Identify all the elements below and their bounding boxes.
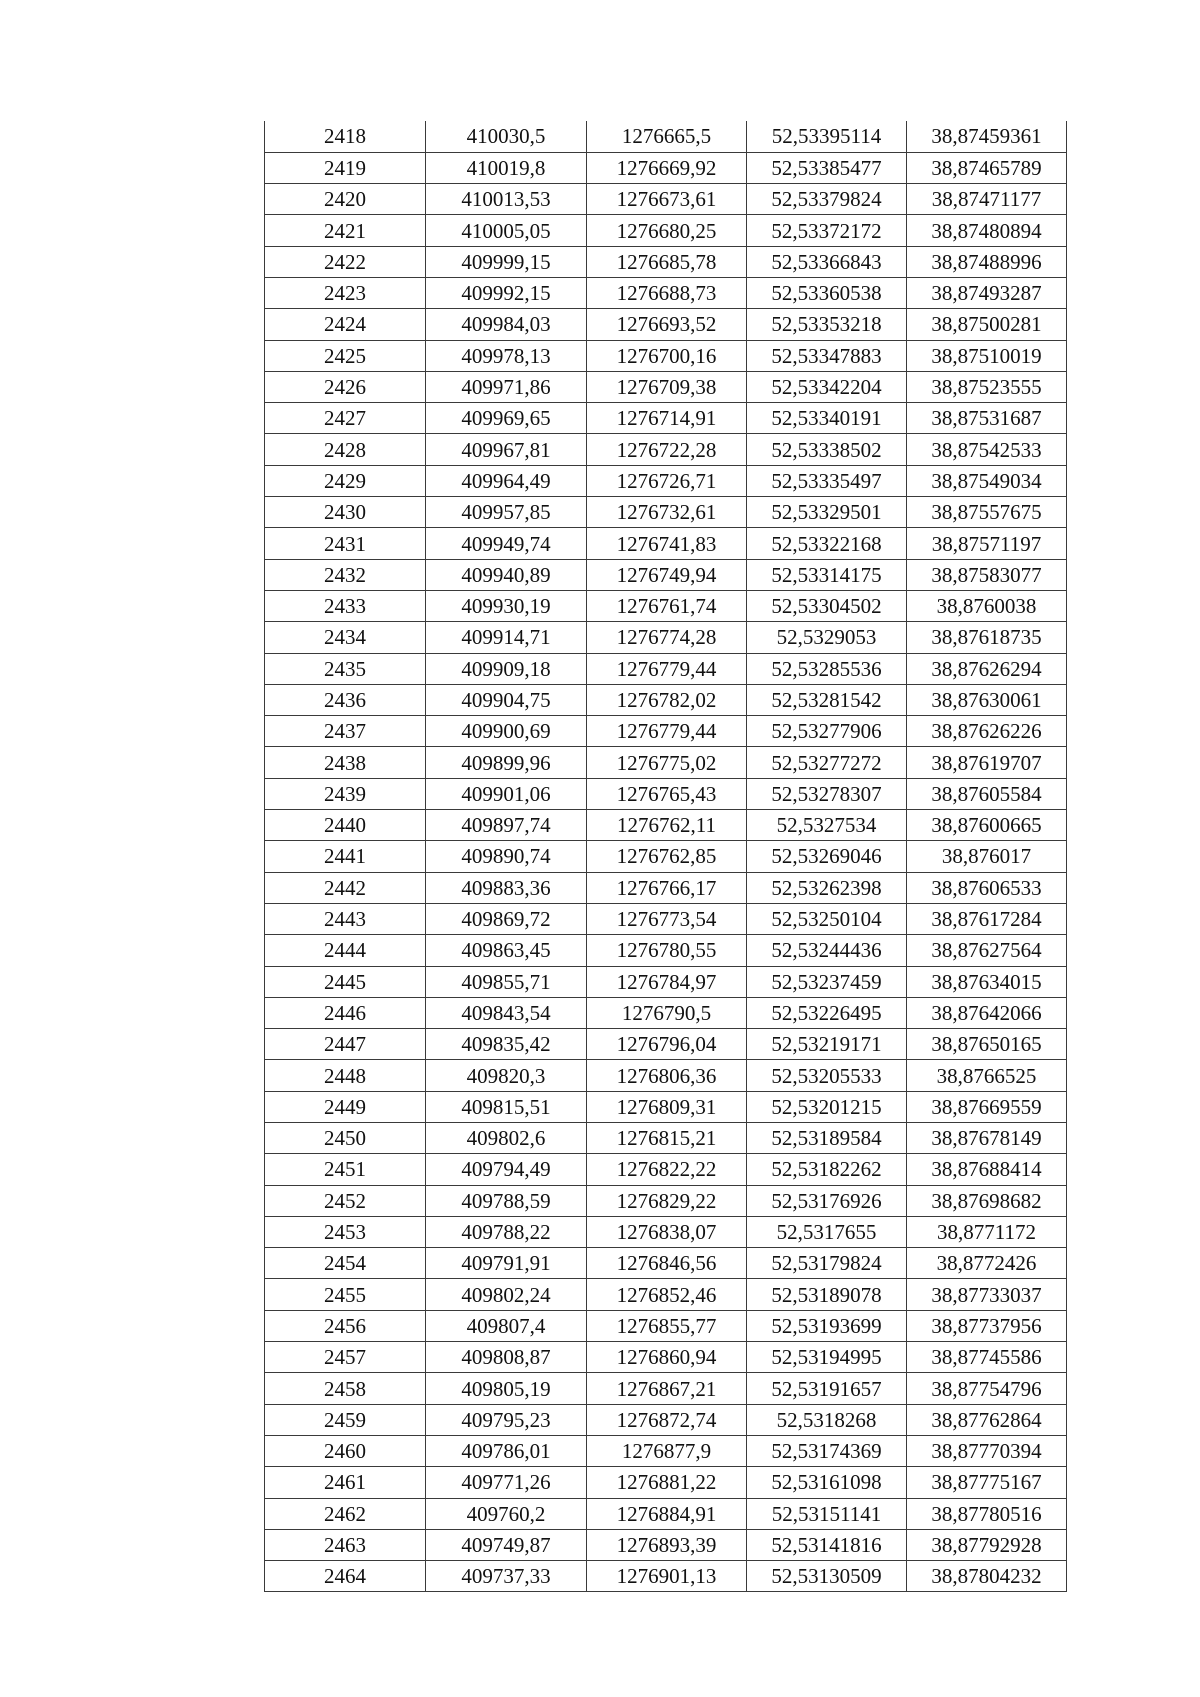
y-coordinate-cell: 1276665,5: [587, 121, 747, 152]
point-number-cell: 2424: [265, 309, 426, 340]
longitude-cell: 38,87754796: [907, 1373, 1067, 1404]
latitude-cell: 52,53201215: [747, 1091, 907, 1122]
point-number-cell: 2459: [265, 1404, 426, 1435]
point-number-cell: 2449: [265, 1091, 426, 1122]
x-coordinate-cell: 409930,19: [426, 590, 587, 621]
point-number-cell: 2453: [265, 1216, 426, 1247]
y-coordinate-cell: 1276881,22: [587, 1467, 747, 1498]
latitude-cell: 52,53176926: [747, 1185, 907, 1216]
table-row: [265, 1029, 1067, 1060]
x-coordinate-cell: 409802,24: [426, 1279, 587, 1310]
point-number-cell: 2445: [265, 966, 426, 997]
table-row: [265, 810, 1067, 841]
point-number-cell: 2425: [265, 340, 426, 371]
x-coordinate-cell: 409807,4: [426, 1310, 587, 1341]
latitude-cell: 52,5329053: [747, 622, 907, 653]
latitude-cell: 52,53304502: [747, 590, 907, 621]
table-row: [265, 747, 1067, 778]
x-coordinate-cell: 410019,8: [426, 152, 587, 183]
table-row: [265, 935, 1067, 966]
x-coordinate-cell: 409957,85: [426, 497, 587, 528]
x-coordinate-cell: 409815,51: [426, 1091, 587, 1122]
latitude-cell: 52,53366843: [747, 246, 907, 277]
longitude-cell: 38,87737956: [907, 1310, 1067, 1341]
x-coordinate-cell: 409909,18: [426, 653, 587, 684]
longitude-cell: 38,87780516: [907, 1498, 1067, 1529]
table-row: [265, 403, 1067, 434]
x-coordinate-cell: 409771,26: [426, 1467, 587, 1498]
point-number-cell: 2436: [265, 684, 426, 715]
table-row: [265, 1467, 1067, 1498]
longitude-cell: 38,87770394: [907, 1435, 1067, 1466]
latitude-cell: 52,53244436: [747, 935, 907, 966]
longitude-cell: 38,87626226: [907, 716, 1067, 747]
y-coordinate-cell: 1276732,61: [587, 497, 747, 528]
longitude-cell: 38,87627564: [907, 935, 1067, 966]
latitude-cell: 52,53277906: [747, 716, 907, 747]
y-coordinate-cell: 1276709,38: [587, 371, 747, 402]
table-row: [265, 371, 1067, 402]
y-coordinate-cell: 1276860,94: [587, 1342, 747, 1373]
longitude-cell: 38,876017: [907, 841, 1067, 872]
table-row: [265, 1529, 1067, 1560]
x-coordinate-cell: 409899,96: [426, 747, 587, 778]
y-coordinate-cell: 1276806,36: [587, 1060, 747, 1091]
point-number-cell: 2418: [265, 121, 426, 152]
y-coordinate-cell: 1276872,74: [587, 1404, 747, 1435]
longitude-cell: 38,87650165: [907, 1029, 1067, 1060]
longitude-cell: 38,87642066: [907, 997, 1067, 1028]
table-row: [265, 1185, 1067, 1216]
table-row: [265, 1561, 1067, 1592]
x-coordinate-cell: 409749,87: [426, 1529, 587, 1560]
y-coordinate-cell: 1276762,11: [587, 810, 747, 841]
latitude-cell: 52,5317655: [747, 1216, 907, 1247]
y-coordinate-cell: 1276901,13: [587, 1561, 747, 1592]
point-number-cell: 2448: [265, 1060, 426, 1091]
x-coordinate-cell: 409737,33: [426, 1561, 587, 1592]
latitude-cell: 52,53161098: [747, 1467, 907, 1498]
y-coordinate-cell: 1276773,54: [587, 903, 747, 934]
x-coordinate-cell: 409791,91: [426, 1248, 587, 1279]
longitude-cell: 38,87762864: [907, 1404, 1067, 1435]
longitude-cell: 38,87465789: [907, 152, 1067, 183]
y-coordinate-cell: 1276765,43: [587, 778, 747, 809]
y-coordinate-cell: 1276846,56: [587, 1248, 747, 1279]
latitude-cell: 52,53335497: [747, 465, 907, 496]
table-row: [265, 1279, 1067, 1310]
x-coordinate-cell: 409788,22: [426, 1216, 587, 1247]
latitude-cell: 52,53269046: [747, 841, 907, 872]
y-coordinate-cell: 1276867,21: [587, 1373, 747, 1404]
y-coordinate-cell: 1276693,52: [587, 309, 747, 340]
table-row: [265, 684, 1067, 715]
longitude-cell: 38,87600665: [907, 810, 1067, 841]
point-number-cell: 2439: [265, 778, 426, 809]
y-coordinate-cell: 1276779,44: [587, 716, 747, 747]
point-number-cell: 2446: [265, 997, 426, 1028]
point-number-cell: 2419: [265, 152, 426, 183]
table-row: [265, 778, 1067, 809]
point-number-cell: 2421: [265, 215, 426, 246]
table-row: [265, 903, 1067, 934]
latitude-cell: 52,53340191: [747, 403, 907, 434]
point-number-cell: 2456: [265, 1310, 426, 1341]
point-number-cell: 2447: [265, 1029, 426, 1060]
y-coordinate-cell: 1276782,02: [587, 684, 747, 715]
x-coordinate-cell: 409843,54: [426, 997, 587, 1028]
y-coordinate-cell: 1276809,31: [587, 1091, 747, 1122]
table-row: [265, 184, 1067, 215]
point-number-cell: 2428: [265, 434, 426, 465]
latitude-cell: 52,53395114: [747, 121, 907, 152]
latitude-cell: 52,53191657: [747, 1373, 907, 1404]
x-coordinate-cell: 409940,89: [426, 559, 587, 590]
y-coordinate-cell: 1276722,28: [587, 434, 747, 465]
latitude-cell: 52,53193699: [747, 1310, 907, 1341]
x-coordinate-cell: 410005,05: [426, 215, 587, 246]
x-coordinate-cell: 409788,59: [426, 1185, 587, 1216]
latitude-cell: 52,53179824: [747, 1248, 907, 1279]
x-coordinate-cell: 410030,5: [426, 121, 587, 152]
table-row: [265, 277, 1067, 308]
table-row: [265, 716, 1067, 747]
table-row: [265, 434, 1067, 465]
table-row: [265, 1248, 1067, 1279]
table-row: [265, 152, 1067, 183]
y-coordinate-cell: 1276726,71: [587, 465, 747, 496]
point-number-cell: 2420: [265, 184, 426, 215]
x-coordinate-cell: 409869,72: [426, 903, 587, 934]
longitude-cell: 38,87634015: [907, 966, 1067, 997]
point-number-cell: 2455: [265, 1279, 426, 1310]
table-row: [265, 653, 1067, 684]
x-coordinate-cell: 409835,42: [426, 1029, 587, 1060]
x-coordinate-cell: 409900,69: [426, 716, 587, 747]
table-row: [265, 1091, 1067, 1122]
table-row: [265, 872, 1067, 903]
y-coordinate-cell: 1276877,9: [587, 1435, 747, 1466]
table-row: [265, 497, 1067, 528]
latitude-cell: 52,53329501: [747, 497, 907, 528]
y-coordinate-cell: 1276822,22: [587, 1154, 747, 1185]
table-row: [265, 121, 1067, 152]
y-coordinate-cell: 1276815,21: [587, 1123, 747, 1154]
x-coordinate-cell: 409901,06: [426, 778, 587, 809]
latitude-cell: 52,53277272: [747, 747, 907, 778]
x-coordinate-cell: 409999,15: [426, 246, 587, 277]
latitude-cell: 52,53338502: [747, 434, 907, 465]
latitude-cell: 52,53262398: [747, 872, 907, 903]
y-coordinate-cell: 1276775,02: [587, 747, 747, 778]
point-number-cell: 2430: [265, 497, 426, 528]
point-number-cell: 2451: [265, 1154, 426, 1185]
longitude-cell: 38,8772426: [907, 1248, 1067, 1279]
longitude-cell: 38,87804232: [907, 1561, 1067, 1592]
x-coordinate-cell: 409760,2: [426, 1498, 587, 1529]
y-coordinate-cell: 1276884,91: [587, 1498, 747, 1529]
coordinate-table: [264, 121, 1067, 1592]
table-row: [265, 1310, 1067, 1341]
table-row: [265, 465, 1067, 496]
point-number-cell: 2454: [265, 1248, 426, 1279]
latitude-cell: 52,5327534: [747, 810, 907, 841]
point-number-cell: 2464: [265, 1561, 426, 1592]
table-row: [265, 1154, 1067, 1185]
latitude-cell: 52,53250104: [747, 903, 907, 934]
x-coordinate-cell: 409904,75: [426, 684, 587, 715]
y-coordinate-cell: 1276680,25: [587, 215, 747, 246]
table-row: [265, 246, 1067, 277]
longitude-cell: 38,87678149: [907, 1123, 1067, 1154]
longitude-cell: 38,87542533: [907, 434, 1067, 465]
table-row: [265, 1435, 1067, 1466]
y-coordinate-cell: 1276784,97: [587, 966, 747, 997]
longitude-cell: 38,87523555: [907, 371, 1067, 402]
x-coordinate-cell: 409794,49: [426, 1154, 587, 1185]
longitude-cell: 38,87606533: [907, 872, 1067, 903]
x-coordinate-cell: 409949,74: [426, 528, 587, 559]
latitude-cell: 52,53205533: [747, 1060, 907, 1091]
latitude-cell: 52,53219171: [747, 1029, 907, 1060]
table-row: [265, 997, 1067, 1028]
x-coordinate-cell: 409855,71: [426, 966, 587, 997]
longitude-cell: 38,87531687: [907, 403, 1067, 434]
table-row: [265, 1060, 1067, 1091]
latitude-cell: 52,53322168: [747, 528, 907, 559]
y-coordinate-cell: 1276700,16: [587, 340, 747, 371]
longitude-cell: 38,8766525: [907, 1060, 1067, 1091]
x-coordinate-cell: 409808,87: [426, 1342, 587, 1373]
point-number-cell: 2461: [265, 1467, 426, 1498]
x-coordinate-cell: 409914,71: [426, 622, 587, 653]
x-coordinate-cell: 410013,53: [426, 184, 587, 215]
y-coordinate-cell: 1276790,5: [587, 997, 747, 1028]
x-coordinate-cell: 409863,45: [426, 935, 587, 966]
y-coordinate-cell: 1276779,44: [587, 653, 747, 684]
latitude-cell: 52,53385477: [747, 152, 907, 183]
point-number-cell: 2434: [265, 622, 426, 653]
latitude-cell: 52,53372172: [747, 215, 907, 246]
x-coordinate-cell: 409964,49: [426, 465, 587, 496]
table-row: [265, 1342, 1067, 1373]
x-coordinate-cell: 409883,36: [426, 872, 587, 903]
table-row: [265, 622, 1067, 653]
point-number-cell: 2423: [265, 277, 426, 308]
latitude-cell: 52,53182262: [747, 1154, 907, 1185]
x-coordinate-cell: 409969,65: [426, 403, 587, 434]
longitude-cell: 38,87459361: [907, 121, 1067, 152]
table-row: [265, 215, 1067, 246]
x-coordinate-cell: 409992,15: [426, 277, 587, 308]
longitude-cell: 38,8760038: [907, 590, 1067, 621]
point-number-cell: 2427: [265, 403, 426, 434]
point-number-cell: 2426: [265, 371, 426, 402]
latitude-cell: 52,53194995: [747, 1342, 907, 1373]
y-coordinate-cell: 1276669,92: [587, 152, 747, 183]
longitude-cell: 38,87493287: [907, 277, 1067, 308]
coordinate-table-body: [265, 121, 1067, 1592]
longitude-cell: 38,87480894: [907, 215, 1067, 246]
point-number-cell: 2443: [265, 903, 426, 934]
point-number-cell: 2429: [265, 465, 426, 496]
latitude-cell: 52,53278307: [747, 778, 907, 809]
y-coordinate-cell: 1276796,04: [587, 1029, 747, 1060]
table-row: [265, 1404, 1067, 1435]
longitude-cell: 38,87471177: [907, 184, 1067, 215]
point-number-cell: 2458: [265, 1373, 426, 1404]
latitude-cell: 52,53360538: [747, 277, 907, 308]
longitude-cell: 38,87688414: [907, 1154, 1067, 1185]
x-coordinate-cell: 409802,6: [426, 1123, 587, 1154]
y-coordinate-cell: 1276855,77: [587, 1310, 747, 1341]
point-number-cell: 2435: [265, 653, 426, 684]
point-number-cell: 2422: [265, 246, 426, 277]
latitude-cell: 52,5318268: [747, 1404, 907, 1435]
y-coordinate-cell: 1276774,28: [587, 622, 747, 653]
longitude-cell: 38,87618735: [907, 622, 1067, 653]
x-coordinate-cell: 409795,23: [426, 1404, 587, 1435]
point-number-cell: 2433: [265, 590, 426, 621]
y-coordinate-cell: 1276893,39: [587, 1529, 747, 1560]
x-coordinate-cell: 409897,74: [426, 810, 587, 841]
point-number-cell: 2432: [265, 559, 426, 590]
y-coordinate-cell: 1276852,46: [587, 1279, 747, 1310]
longitude-cell: 38,87792928: [907, 1529, 1067, 1560]
longitude-cell: 38,87557675: [907, 497, 1067, 528]
x-coordinate-cell: 409805,19: [426, 1373, 587, 1404]
longitude-cell: 38,87510019: [907, 340, 1067, 371]
latitude-cell: 52,53285536: [747, 653, 907, 684]
point-number-cell: 2438: [265, 747, 426, 778]
longitude-cell: 38,87488996: [907, 246, 1067, 277]
x-coordinate-cell: 409978,13: [426, 340, 587, 371]
y-coordinate-cell: 1276688,73: [587, 277, 747, 308]
y-coordinate-cell: 1276741,83: [587, 528, 747, 559]
x-coordinate-cell: 409971,86: [426, 371, 587, 402]
table-row: [265, 841, 1067, 872]
latitude-cell: 52,53347883: [747, 340, 907, 371]
point-number-cell: 2450: [265, 1123, 426, 1154]
longitude-cell: 38,87669559: [907, 1091, 1067, 1122]
x-coordinate-cell: 409967,81: [426, 434, 587, 465]
table-row: [265, 966, 1067, 997]
y-coordinate-cell: 1276780,55: [587, 935, 747, 966]
x-coordinate-cell: 409820,3: [426, 1060, 587, 1091]
y-coordinate-cell: 1276673,61: [587, 184, 747, 215]
longitude-cell: 38,87698682: [907, 1185, 1067, 1216]
y-coordinate-cell: 1276749,94: [587, 559, 747, 590]
longitude-cell: 38,87775167: [907, 1467, 1067, 1498]
x-coordinate-cell: 409786,01: [426, 1435, 587, 1466]
x-coordinate-cell: 409984,03: [426, 309, 587, 340]
latitude-cell: 52,53130509: [747, 1561, 907, 1592]
latitude-cell: 52,53141816: [747, 1529, 907, 1560]
x-coordinate-cell: 409890,74: [426, 841, 587, 872]
latitude-cell: 52,53189078: [747, 1279, 907, 1310]
table-row: [265, 340, 1067, 371]
table-row: [265, 1373, 1067, 1404]
table-row: [265, 590, 1067, 621]
point-number-cell: 2457: [265, 1342, 426, 1373]
longitude-cell: 38,87745586: [907, 1342, 1067, 1373]
point-number-cell: 2444: [265, 935, 426, 966]
y-coordinate-cell: 1276838,07: [587, 1216, 747, 1247]
longitude-cell: 38,87500281: [907, 309, 1067, 340]
latitude-cell: 52,53151141: [747, 1498, 907, 1529]
table-row: [265, 1216, 1067, 1247]
longitude-cell: 38,87549034: [907, 465, 1067, 496]
y-coordinate-cell: 1276766,17: [587, 872, 747, 903]
longitude-cell: 38,87617284: [907, 903, 1067, 934]
longitude-cell: 38,87619707: [907, 747, 1067, 778]
y-coordinate-cell: 1276714,91: [587, 403, 747, 434]
point-number-cell: 2452: [265, 1185, 426, 1216]
point-number-cell: 2437: [265, 716, 426, 747]
point-number-cell: 2442: [265, 872, 426, 903]
table-row: [265, 559, 1067, 590]
longitude-cell: 38,87630061: [907, 684, 1067, 715]
latitude-cell: 52,53226495: [747, 997, 907, 1028]
table-row: [265, 1498, 1067, 1529]
point-number-cell: 2460: [265, 1435, 426, 1466]
point-number-cell: 2462: [265, 1498, 426, 1529]
y-coordinate-cell: 1276762,85: [587, 841, 747, 872]
y-coordinate-cell: 1276829,22: [587, 1185, 747, 1216]
latitude-cell: 52,53353218: [747, 309, 907, 340]
table-row: [265, 1123, 1067, 1154]
longitude-cell: 38,8771172: [907, 1216, 1067, 1247]
latitude-cell: 52,53379824: [747, 184, 907, 215]
latitude-cell: 52,53189584: [747, 1123, 907, 1154]
longitude-cell: 38,87583077: [907, 559, 1067, 590]
latitude-cell: 52,53281542: [747, 684, 907, 715]
y-coordinate-cell: 1276685,78: [587, 246, 747, 277]
point-number-cell: 2431: [265, 528, 426, 559]
table-row: [265, 528, 1067, 559]
table-row: [265, 309, 1067, 340]
longitude-cell: 38,87605584: [907, 778, 1067, 809]
point-number-cell: 2440: [265, 810, 426, 841]
longitude-cell: 38,87571197: [907, 528, 1067, 559]
y-coordinate-cell: 1276761,74: [587, 590, 747, 621]
point-number-cell: 2441: [265, 841, 426, 872]
longitude-cell: 38,87626294: [907, 653, 1067, 684]
latitude-cell: 52,53174369: [747, 1435, 907, 1466]
latitude-cell: 52,53342204: [747, 371, 907, 402]
point-number-cell: 2463: [265, 1529, 426, 1560]
longitude-cell: 38,87733037: [907, 1279, 1067, 1310]
latitude-cell: 52,53237459: [747, 966, 907, 997]
latitude-cell: 52,53314175: [747, 559, 907, 590]
